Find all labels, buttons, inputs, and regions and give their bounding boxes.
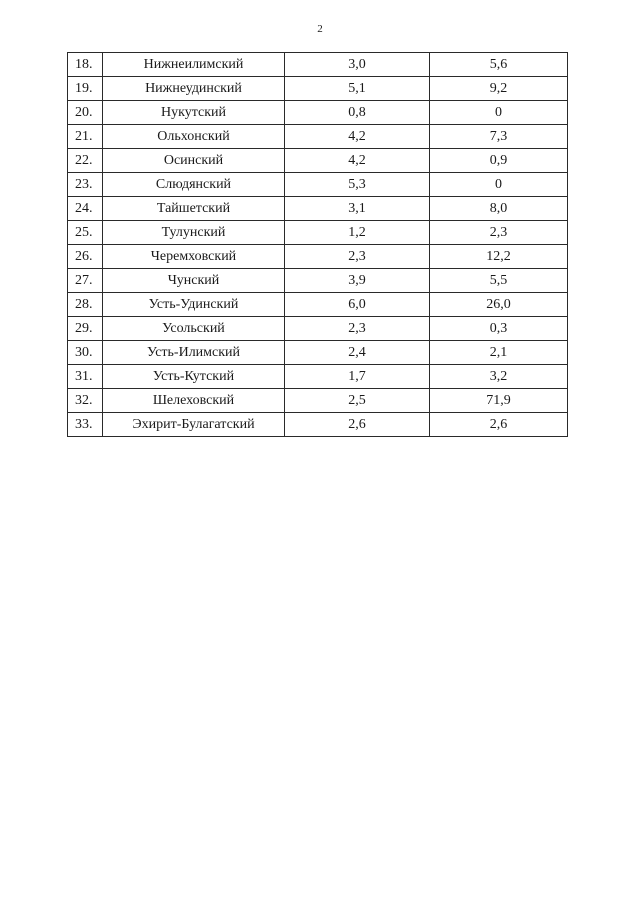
value-1-cell: 3,1 [285,197,430,221]
district-name-cell: Усть-Илимский [103,341,285,365]
value-2-cell: 8,0 [430,197,568,221]
table-row [68,125,568,149]
district-name-cell: Усть-Кутский [103,365,285,389]
row-number-cell: 19. [68,77,103,101]
value-2-cell: 7,3 [430,125,568,149]
district-name-cell: Нижнеилимский [103,53,285,77]
row-number-cell: 28. [68,293,103,317]
value-1-cell: 3,9 [285,269,430,293]
value-1-cell: 1,2 [285,221,430,245]
value-2-cell: 0,3 [430,317,568,341]
table-body [68,53,568,437]
table-row [68,413,568,437]
district-name-cell: Нижнеудинский [103,77,285,101]
district-name-cell: Тайшетский [103,197,285,221]
row-number-cell: 25. [68,221,103,245]
row-number-cell: 21. [68,125,103,149]
district-name-cell: Шелеховский [103,389,285,413]
value-1-cell: 0,8 [285,101,430,125]
district-name-cell: Тулунский [103,221,285,245]
value-1-cell: 4,2 [285,149,430,173]
row-number-cell: 26. [68,245,103,269]
district-name-cell: Слюдянский [103,173,285,197]
value-2-cell: 26,0 [430,293,568,317]
table-row [68,53,568,77]
district-name-cell: Эхирит-Булагатский [103,413,285,437]
district-name-cell: Осинский [103,149,285,173]
value-1-cell: 4,2 [285,125,430,149]
table-row [68,101,568,125]
value-1-cell: 3,0 [285,53,430,77]
district-name-cell: Усольский [103,317,285,341]
district-data-table [67,52,568,437]
table-row [68,245,568,269]
value-1-cell: 5,3 [285,173,430,197]
table-row [68,77,568,101]
page-number: 2 [317,23,323,35]
value-1-cell: 2,4 [285,341,430,365]
table-row [68,221,568,245]
table-row [68,341,568,365]
value-1-cell: 2,5 [285,389,430,413]
table-row [68,173,568,197]
value-2-cell: 5,5 [430,269,568,293]
value-2-cell: 3,2 [430,365,568,389]
value-1-cell: 1,7 [285,365,430,389]
district-name-cell: Усть-Удинский [103,293,285,317]
value-2-cell: 2,1 [430,341,568,365]
row-number-cell: 27. [68,269,103,293]
row-number-cell: 22. [68,149,103,173]
table-row [68,149,568,173]
value-2-cell: 0,9 [430,149,568,173]
district-name-cell: Черемховский [103,245,285,269]
value-2-cell: 0 [430,173,568,197]
value-2-cell: 9,2 [430,77,568,101]
value-2-cell: 2,6 [430,413,568,437]
row-number-cell: 24. [68,197,103,221]
district-name-cell: Нукутский [103,101,285,125]
value-2-cell: 71,9 [430,389,568,413]
table-row [68,293,568,317]
row-number-cell: 23. [68,173,103,197]
value-1-cell: 2,3 [285,245,430,269]
table-row [68,197,568,221]
district-name-cell: Ольхонский [103,125,285,149]
table-row [68,365,568,389]
district-name-cell: Чунский [103,269,285,293]
value-2-cell: 2,3 [430,221,568,245]
row-number-cell: 31. [68,365,103,389]
row-number-cell: 29. [68,317,103,341]
row-number-cell: 18. [68,53,103,77]
value-2-cell: 0 [430,101,568,125]
row-number-cell: 20. [68,101,103,125]
value-1-cell: 2,3 [285,317,430,341]
value-1-cell: 2,6 [285,413,430,437]
row-number-cell: 32. [68,389,103,413]
value-1-cell: 5,1 [285,77,430,101]
table-row [68,389,568,413]
table-row [68,317,568,341]
value-2-cell: 12,2 [430,245,568,269]
row-number-cell: 33. [68,413,103,437]
value-2-cell: 5,6 [430,53,568,77]
row-number-cell: 30. [68,341,103,365]
table-row [68,269,568,293]
value-1-cell: 6,0 [285,293,430,317]
